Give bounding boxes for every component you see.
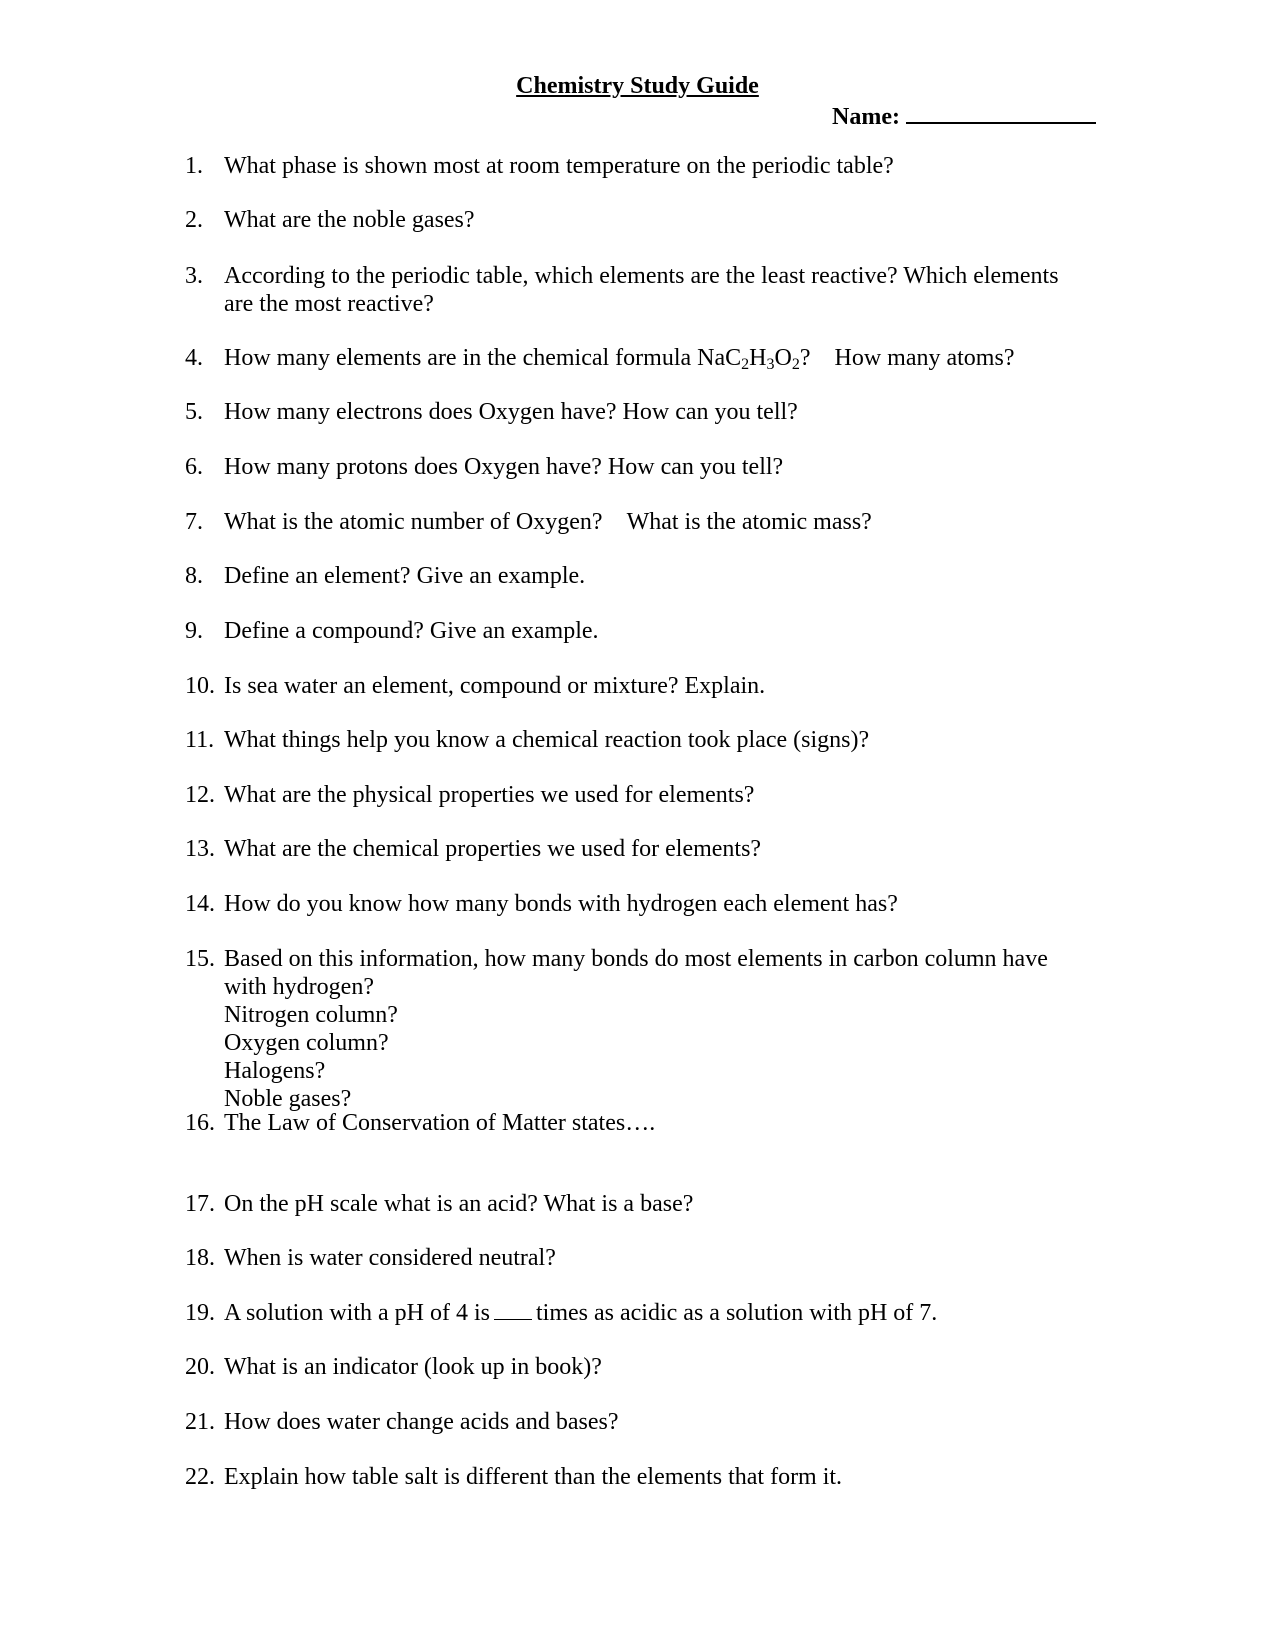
- question-text: What are the chemical properties we used for elements?: [224, 836, 762, 862]
- question-text: What things help you know a chemical reaction took place (signs)?: [224, 727, 870, 753]
- question-number: 5.: [185, 399, 203, 425]
- formula-element: O: [774, 345, 792, 371]
- question-text: On the pH scale what is an acid? What is a base?: [224, 1191, 694, 1217]
- question-text: How many protons does Oxygen have? How can you tell?: [224, 454, 784, 480]
- question-8: [185, 562, 1105, 590]
- question-text: What is an indicator (look up in book)?: [224, 1354, 602, 1380]
- question-19: [185, 1299, 1105, 1327]
- question-number: 21.: [185, 1409, 215, 1435]
- question-5: [185, 398, 1105, 426]
- question-9: [185, 617, 1105, 645]
- question-15: [185, 945, 1105, 1113]
- question-16: [185, 1109, 1105, 1137]
- question-text: According to the periodic table, which elements are the least reactive? Which elements: [224, 263, 1059, 289]
- question-subline: Halogens?: [224, 1058, 326, 1084]
- question-number: 18.: [185, 1245, 215, 1271]
- question-text: How many electrons does Oxygen have? How can you tell?: [224, 399, 798, 425]
- page-title: Chemistry Study Guide: [516, 73, 759, 99]
- question-11: [185, 726, 1105, 754]
- question-number: 9.: [185, 618, 203, 644]
- question-number: 14.: [185, 891, 215, 917]
- question-14: [185, 890, 1105, 918]
- question-text-part: What is the atomic number of Oxygen?: [224, 509, 603, 535]
- name-field: [832, 100, 1096, 131]
- question-20: [185, 1353, 1105, 1381]
- name-label: Name:: [832, 104, 900, 130]
- question-text: Based on this information, how many bonds do most elements in carbon column have: [224, 946, 1048, 972]
- question-text: What are the physical properties we used for elements?: [224, 782, 755, 808]
- question-number: 16.: [185, 1110, 215, 1136]
- question-text: How do you know how many bonds with hydrogen each element has?: [224, 891, 898, 917]
- question-text-continued: are the most reactive?: [224, 291, 434, 317]
- formula-subscript: 2: [741, 356, 750, 373]
- question-subline: Nitrogen column?: [224, 1002, 398, 1028]
- question-number: 1.: [185, 153, 203, 179]
- question-number: 6.: [185, 454, 203, 480]
- question-number: 7.: [185, 509, 203, 535]
- question-text-part: How many elements are in the chemical formula NaC: [224, 345, 742, 371]
- formula-subscript: 2: [791, 356, 800, 373]
- question-number: 12.: [185, 782, 215, 808]
- question-text: Is sea water an element, compound or mixture? Explain.: [224, 673, 766, 699]
- formula-subscript: 3: [766, 356, 775, 373]
- question-text: [224, 508, 1105, 536]
- question-17: [185, 1190, 1105, 1218]
- formula-element: H: [749, 345, 767, 371]
- question-number: 17.: [185, 1191, 215, 1217]
- question-number: 20.: [185, 1354, 215, 1380]
- question-text: Define an element? Give an example.: [224, 563, 586, 589]
- question-text: When is water considered neutral?: [224, 1245, 556, 1271]
- question-subline: Oxygen column?: [224, 1030, 389, 1056]
- question-number: 3.: [185, 263, 203, 289]
- question-text: The Law of Conservation of Matter states….: [224, 1110, 656, 1136]
- question-1: [185, 152, 1105, 180]
- question-number: 8.: [185, 563, 203, 589]
- question-number: 10.: [185, 673, 215, 699]
- question-21: [185, 1408, 1105, 1436]
- question-12: [185, 781, 1105, 809]
- question-4: [185, 344, 1105, 372]
- question-22: [185, 1463, 1105, 1491]
- name-blank-line[interactable]: [906, 100, 1096, 124]
- question-text-part: A solution with a pH of 4 is: [224, 1300, 491, 1326]
- question-number: 4.: [185, 345, 203, 371]
- question-text: [224, 344, 1105, 372]
- question-text: Define a compound? Give an example.: [224, 618, 599, 644]
- question-13: [185, 835, 1105, 863]
- question-18: [185, 1244, 1105, 1272]
- question-number: 11.: [185, 727, 215, 753]
- question-subline: Noble gases?: [224, 1086, 352, 1112]
- question-text-part: What is the atomic mass?: [626, 509, 872, 535]
- question-number: 2.: [185, 207, 203, 233]
- question-number: 15.: [185, 946, 215, 972]
- question-number: 13.: [185, 836, 215, 862]
- fill-in-blank[interactable]: [494, 1299, 532, 1320]
- question-text: Explain how table salt is different than the elements that form it.: [224, 1464, 843, 1490]
- question-number: 22.: [185, 1464, 215, 1490]
- question-7: [185, 508, 1105, 536]
- question-subline: with hydrogen?: [224, 974, 374, 1000]
- question-2: [185, 206, 1105, 234]
- question-text: What phase is shown most at room temperature on the periodic table?: [224, 153, 894, 179]
- question-text-part: times as acidic as a solution with pH of 7.: [536, 1300, 938, 1326]
- question-10: [185, 672, 1105, 700]
- question-text-part: How many atoms?: [834, 345, 1015, 371]
- question-3: [185, 262, 1105, 318]
- question-number: 19.: [185, 1300, 215, 1326]
- question-text-part: ?: [799, 345, 811, 371]
- question-6: [185, 453, 1105, 481]
- question-text: How does water change acids and bases?: [224, 1409, 619, 1435]
- question-text: What are the noble gases?: [224, 207, 475, 233]
- question-text: [224, 1299, 1105, 1327]
